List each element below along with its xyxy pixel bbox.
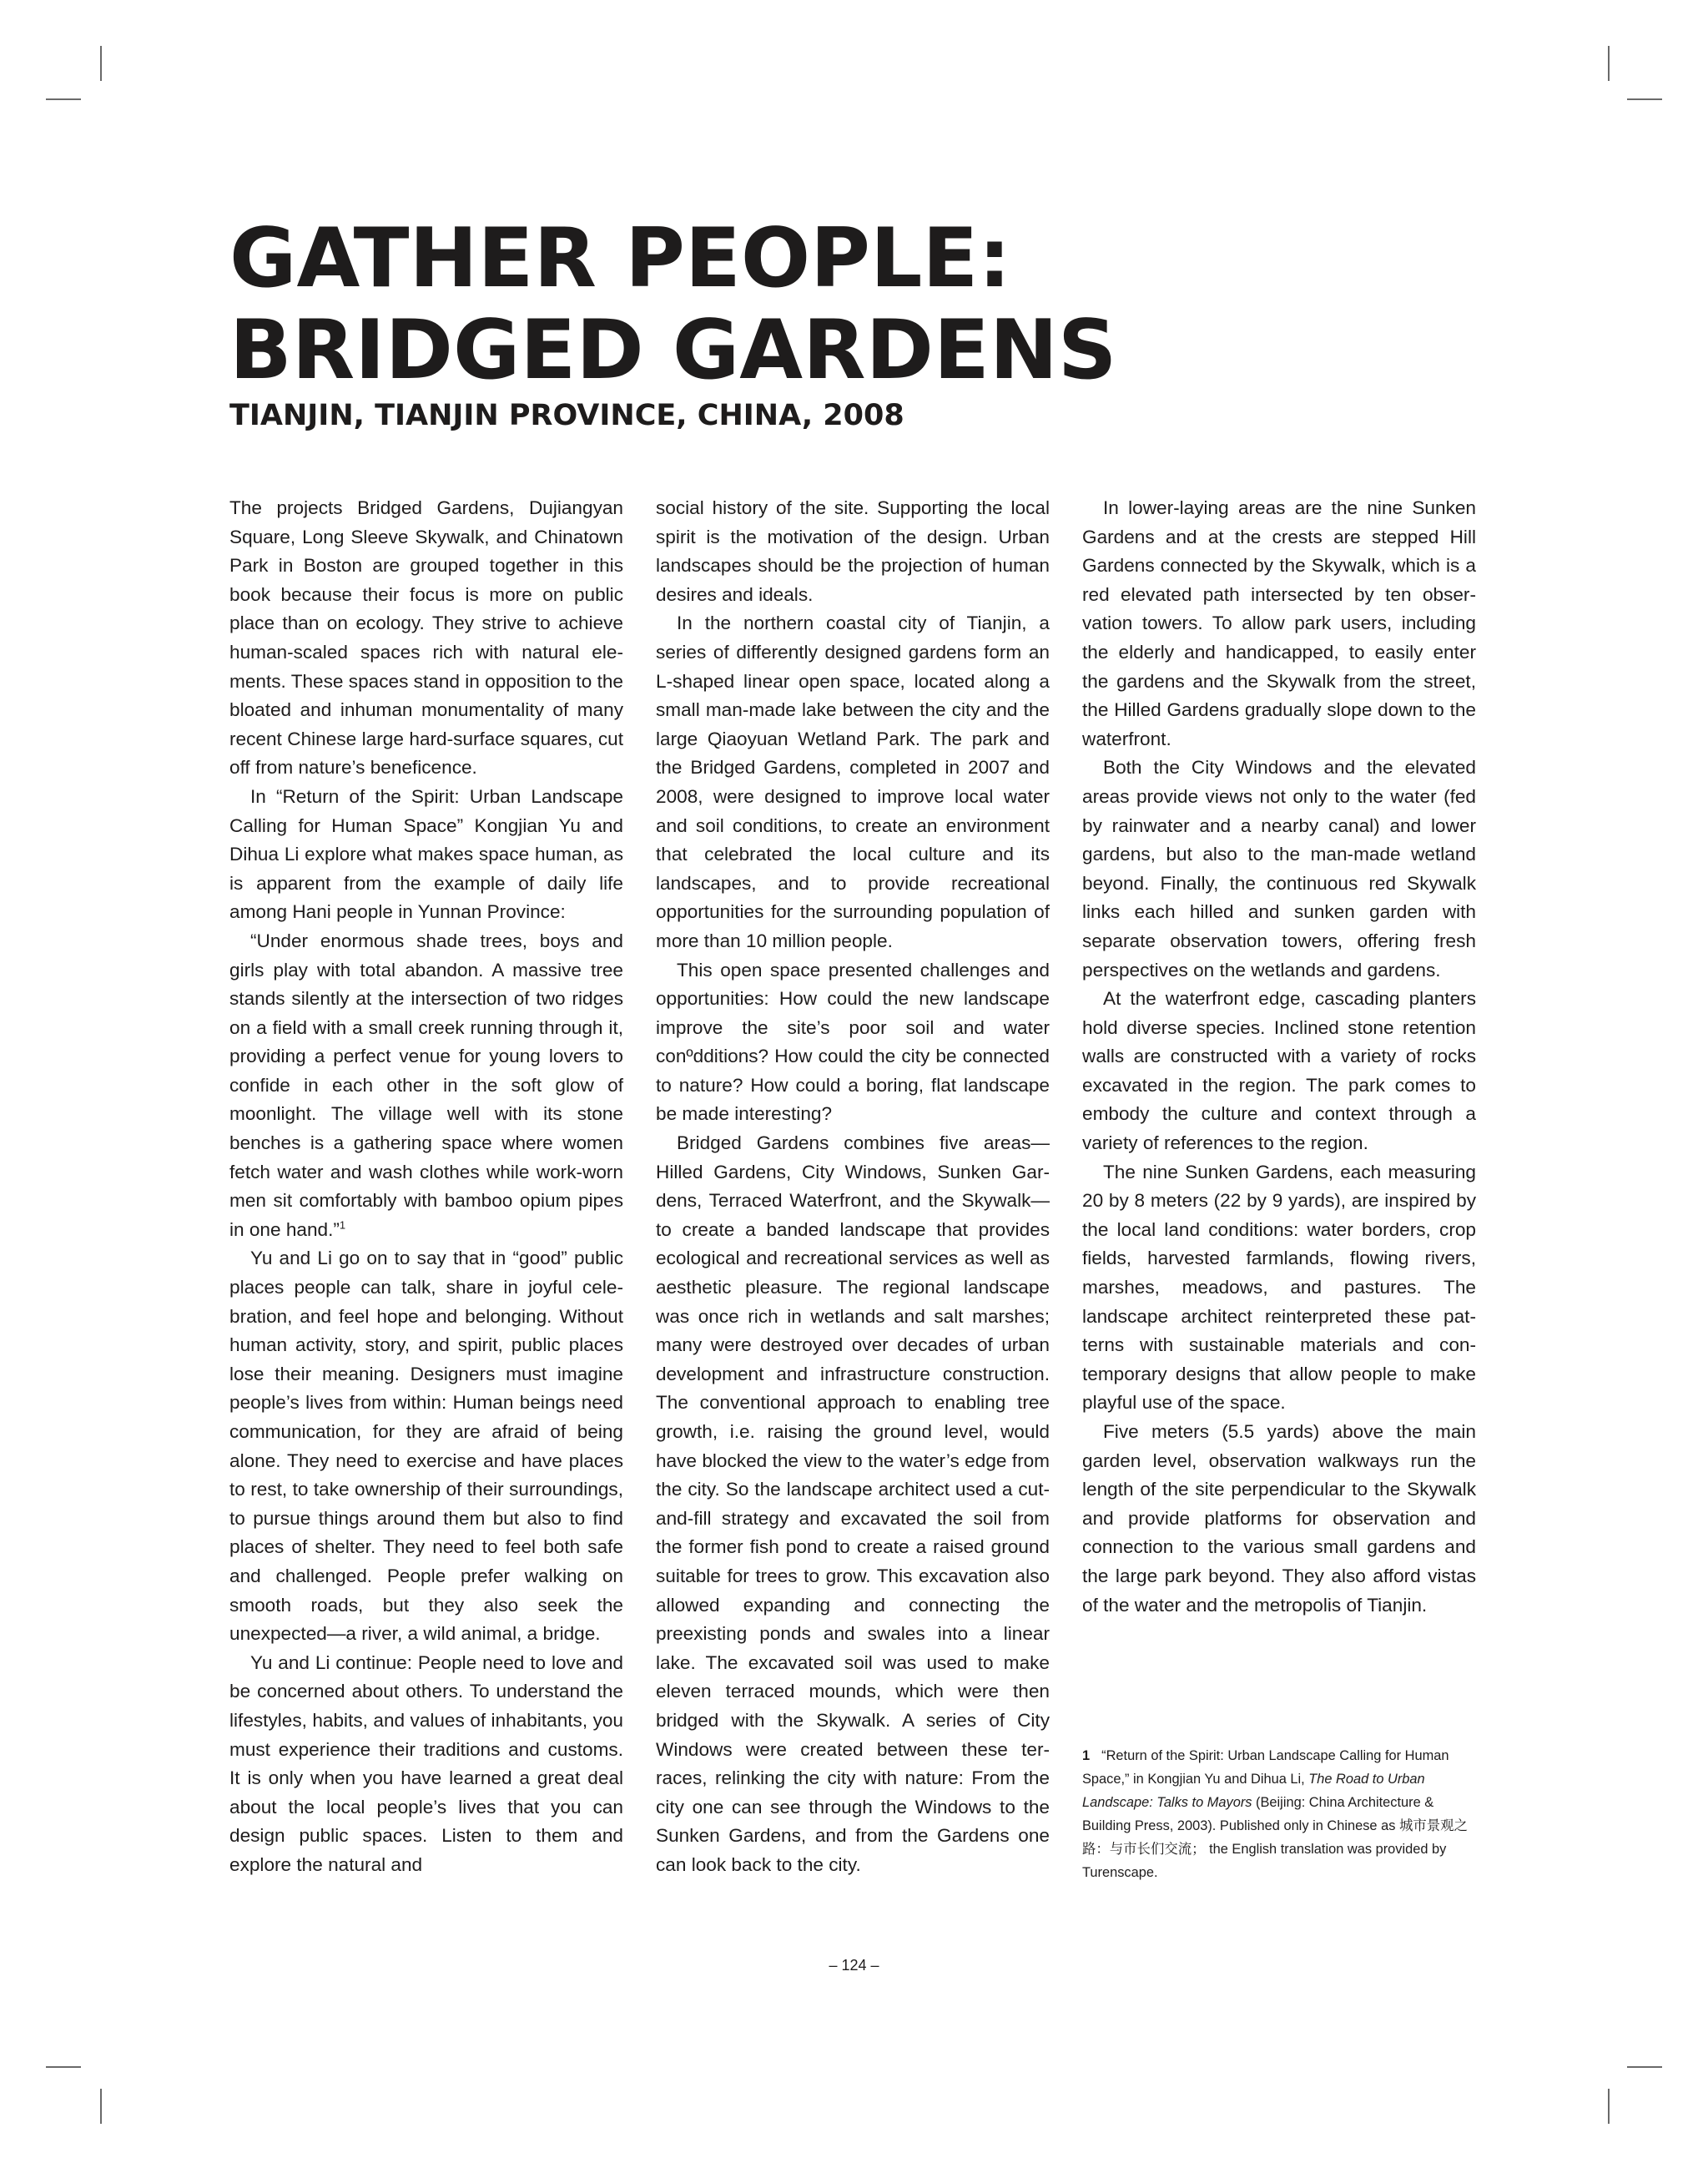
crop-mark-bottom-right-vertical: [1608, 2089, 1610, 2124]
paragraph-quote: [229, 927, 623, 1245]
page-subtitle: TIANJIN, TIANJIN PROVINCE, CHINA, 2008: [229, 399, 904, 432]
crop-mark-bottom-right-horizontal: [1627, 2066, 1662, 2068]
footnote-reference: 1: [339, 1218, 346, 1232]
footnote-text-part-1: “Return of the Spirit: Urban Landscape Calling for Human Space,” in Kongjian Yu and Dihua Li,: [1082, 1748, 1449, 1787]
footnote-text-part-2: (Beijing: China Architecture & Building Press, 2003). Published only in Chinese as 城市景观之路：与市长们交流； the English translation was provided by Turenscape.: [1082, 1795, 1468, 1880]
crop-mark-top-right-vertical: [1608, 46, 1610, 81]
page-title-line-1: GATHER PEOPLE:: [229, 211, 1011, 306]
paragraph: In lower-laying areas are the nine Sunken Gardens and at the crests are stepped Hill Gardens connected by the Skywalk, which is a red elevated path intersected by ten observation towers. To allow park users, including the elderly and handicapped, to easily enter the gardens and the Skywalk from the street, the Hilled Gardens gradually slope down to the waterfront.: [1082, 497, 1476, 749]
footnote-book-title: The Road to Urban Landscape: Talks to Mayors: [1082, 1772, 1425, 1810]
paragraph: Bridged Gardens combines five areas—Hilled Gardens, City Windows, Sunken Gardens, Terraced Waterfront, and the Skywalk—to create a banded landscape that provides ecological and recreational services as well as aesthetic pleasure. The regional landscape was once rich in wetlands and salt marshes; many were destroyed over decades of urban development and infrastructure construction. The conventional approach to enabling tree growth, i.e. raising the ground level, would have blocked the view to the water’s edge from the city. So the landscape architect used a cut-and-fill strategy and excavated the soil from the former fish pond to create a raised ground suitable for trees to grow. This excavation also allowed expanding and connecting the preexisting ponds and swales into a linear lake. The excavated soil was used to make eleven terraced mounds, which were then bridged with the Skywalk. A series of City Windows were created between these terraces, relinking the city with nature: From the city one can see through the Windows to the Sunken Gardens, and from the Gardens one can look back to the city.: [656, 1132, 1050, 1875]
paragraph: Yu and Li go on to say that in “good” public places people can talk, share in joyful celebration, and feel hope and belonging. Without human activity, story, and spirit, public places lose their meaning. Designers must imagine people’s lives from within: Human beings need communication, for they are afraid of being alone. They need to exercise and have places to rest, to take ownership of their surroundings, to pursue things around them but also to find places of shelter. They need to feel both safe and challenged. People prefer walking on smooth roads, but they also seek the unexpected—a river, a wild animal, a bridge.: [229, 1248, 623, 1645]
paragraph: Five meters (5.5 yards) above the main garden level, observation walkways run the length of the site perpendicular to the Skywalk and provide platforms for observation and connection to the various small gardens and the large park beyond. They also afford vistas of the water and the metropolis of Tianjin.: [1082, 1421, 1476, 1616]
text-column-3: [1082, 494, 1476, 1620]
quote-text: “Under enormous shade trees, boys and girls play with total abandon. A massive tree stands silently at the intersection of two ridges on a field with a small creek running through it, providing a perfect venue for young lovers to confide in each other in the soft glow of moonlight. The village well with its stone benches is a gathering space where women fetch water and wash clothes while work-worn men sit comfortably with bamboo opium pipes in one hand.”: [229, 930, 623, 1240]
footnote-number: 1: [1082, 1748, 1091, 1763]
paragraph: Yu and Li continue: People need to love and be concerned about others. To understand the lifestyles, habits, and values of inhabitants, you must experience their traditions and customs. It is only when you have learned a great deal about the local people’s lives that you can design public spaces. Listen to them and explore the natural and: [229, 1651, 623, 1875]
crop-mark-bottom-left-vertical: [100, 2089, 102, 2124]
paragraph: This open space presented challenges and opportunities: How could the new landscape improve the site’s poor soil and water conºdditions? How could the city be connected to nature? How could a boring, flat landscape be made interesting?: [656, 959, 1050, 1125]
crop-mark-top-left-vertical: [100, 46, 102, 81]
text-column-2: [656, 494, 1050, 1880]
page-title: [229, 213, 1481, 396]
crop-mark-top-left-horizontal: [46, 98, 81, 100]
page-title-line-2: BRIDGED GARDENS: [229, 303, 1117, 398]
paragraph: At the waterfront edge, cascading planters hold diverse species. Inclined stone retention walls are constructed with a variety of rocks excavated in the region. The park comes to embody the culture and context through a variety of references to the region.: [1082, 988, 1476, 1154]
paragraph: In the northern coastal city of Tianjin, a series of differently designed gardens form an L-shaped linear open space, located along a small man-made lake between the city and the large Qiaoyuan Wetland Park. The park and the Bridged Gardens, completed in 2007 and 2008, were designed to improve local water and soil conditions, to create an environment that celebrated the local culture and its landscapes, and to provide recreational opportunities for the surrounding population of more than 10 million people.: [656, 613, 1050, 951]
paragraph: The nine Sunken Gardens, each measuring 20 by 8 meters (22 by 9 yards), are inspired by the local land conditions: water borders, crop fields, harvested farmlands, flowing rivers, marshes, meadows, and pastures. The landscape architect reinterpreted these patterns with sustainable materials and contemporary designs that allow people to make playful use of the space.: [1082, 1161, 1476, 1414]
footnote: [1082, 1744, 1476, 1884]
crop-mark-top-right-horizontal: [1627, 98, 1662, 100]
paragraph: social history of the site. Supporting the local spirit is the motivation of the design. Urban landscapes should be the projection of human desires and ideals.: [656, 497, 1050, 605]
paragraph: In “Return of the Spirit: Urban Landscape Calling for Human Space” Kongjian Yu and Dihua Li explore what makes space human, as is apparent from the example of daily life among Hani people in Yunnan Province:: [229, 785, 623, 923]
crop-mark-bottom-left-horizontal: [46, 2066, 81, 2068]
text-column-1: [229, 494, 623, 1880]
paragraph: The projects Bridged Gardens, Dujiangyan Square, Long Sleeve Skywalk, and Chinatown Park in Boston are grouped together in this book because their focus is more on public place than on ecology. They strive to achieve human-scaled spaces rich with natural elements. These spaces stand in opposition to the bloated and inhuman monumentality of many recent Chinese large hard-surface squares, cut off from nature’s beneficence.: [229, 497, 623, 779]
page-number: – 124 –: [829, 1957, 879, 1974]
paragraph: Both the City Windows and the elevated areas provide views not only to the water (fed by rainwater and a nearby canal) and lower gardens, but also to the man-made wetland beyond. Finally, the continuous red Skywalk links each hilled and sunken garden with separate observation towers, offering fresh perspectives on the wetlands and gardens.: [1082, 757, 1476, 981]
